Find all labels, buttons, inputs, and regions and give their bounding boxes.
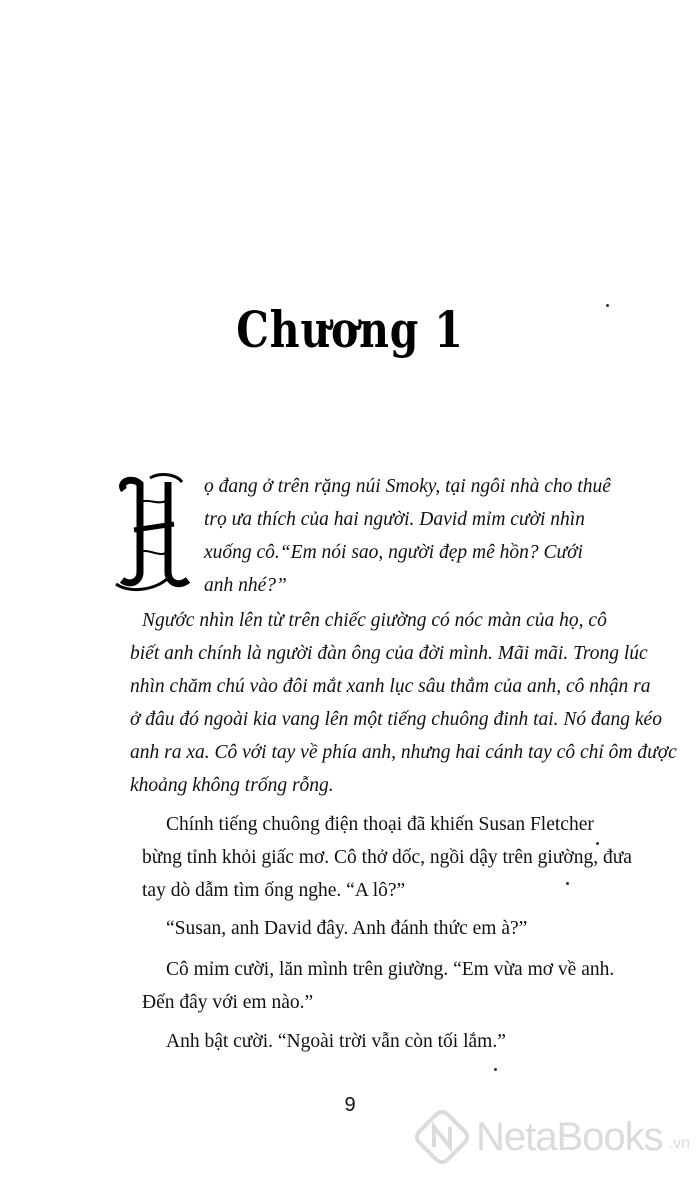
watermark-suffix: .vn (668, 1135, 690, 1152)
text-line: Ngước nhìn lên từ trên chiếc giường có nóc màn của họ, cô (142, 610, 607, 631)
text-line: tay dò dẫm tìm ống nghe. “A lô?” (142, 880, 406, 901)
text-line: anh nhé?” (204, 575, 287, 596)
paragraph-5 (118, 953, 615, 1019)
text-line: Chính tiếng chuông điện thoại đã khiến Susan Fletcher (166, 814, 594, 835)
text-line: khoảng không trống rỗng. (130, 775, 334, 796)
paragraph-3 (118, 808, 632, 907)
watermark-brand: NetaBooks (475, 1114, 663, 1159)
paragraph-1 (118, 470, 611, 602)
text-line: biết anh chính là người đàn ông của đời mình. Mãi mãi. Trong lúc (130, 643, 648, 664)
text-line: xuống cô.“Em nói sao, người đẹp mê hồn? Cưới (204, 542, 583, 563)
text-line: Cô mỉm cười, lăn mình trên giường. “Em vừa mơ về anh. (166, 959, 615, 980)
scan-speck (596, 842, 599, 845)
text-line: bừng tỉnh khỏi giấc mơ. Cô thở dốc, ngồi dậy trên giường, đưa (142, 847, 632, 868)
text-line: ở đâu đó ngoài kia vang lên một tiếng chuông đinh tai. Nó đang kéo (130, 709, 662, 730)
scan-speck (606, 304, 609, 307)
text-line: “Susan, anh David đây. Anh đánh thức em à?” (166, 918, 528, 939)
watermark (414, 1109, 690, 1165)
text-line: Đến đây với em nào.” (142, 992, 314, 1013)
scan-speck (494, 1068, 497, 1071)
page-number: 9 (344, 1094, 356, 1116)
paragraph-6 (118, 1025, 600, 1058)
text-line: anh ra xa. Cô với tay về phía anh, nhưng hai cánh tay cô chỉ ôm được (130, 742, 677, 763)
chapter-title: Chương 1 (236, 300, 464, 359)
text-line: trọ ưa thích của hai người. David mỉm cười nhìn (204, 509, 585, 530)
paragraph-2 (118, 604, 677, 802)
text-line: Anh bật cười. “Ngoài trời vẫn còn tối lắm.” (166, 1031, 506, 1052)
paragraph-4 (118, 912, 600, 945)
scan-speck (566, 882, 569, 885)
netabooks-logo-icon (414, 1109, 470, 1165)
text-line: ọ đang ở trên rặng núi Smoky, tại ngôi nhà cho thuê (204, 476, 611, 497)
text-line: nhìn chăm chú vào đôi mắt xanh lục sâu thẳm của anh, cô nhận ra (130, 676, 651, 697)
